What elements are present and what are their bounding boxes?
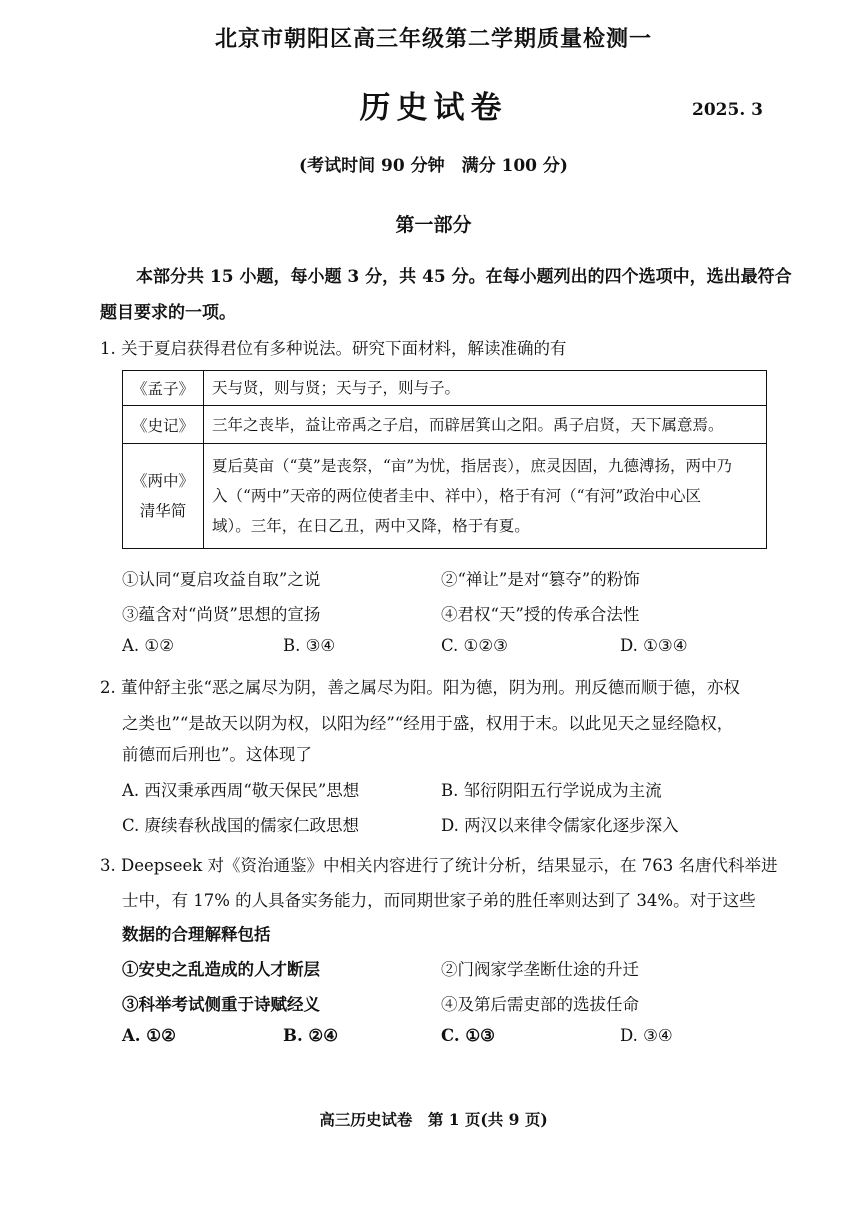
- table-text-line: 夏后莫亩（“莫”是丧祭，“亩”为忧，指居丧），庶灵因固，九德溥扬，两中乃: [212, 457, 732, 475]
- exam-date: 2025. 3: [692, 100, 763, 120]
- table-row: [123, 371, 767, 406]
- q3-stem-line2: 士中，有 17% 的人具备实务能力，而同期世家子弟的胜任率则达到了 34%。对于这些: [122, 891, 756, 910]
- q2-choice-a[interactable]: A. 西汉秉承西周“敬天保民”思想: [122, 781, 360, 800]
- table-source-line: 清华简: [139, 502, 187, 520]
- exam-title: 北京市朝阳区高三年级第二学期质量检测一: [214, 26, 652, 52]
- q2-stem-line2: 之类也”“是故天以阴为权，以阳为经”“经用于盛，权用于末。以此见天之显经隐权，: [122, 714, 734, 733]
- table-source-cell: 《孟子》: [123, 371, 204, 406]
- q3-item: ④及第后需吏部的选拔任命: [441, 995, 639, 1014]
- q2-choice-d[interactable]: D. 两汉以来律令儒家化逐步深入: [441, 816, 679, 835]
- table-row: [123, 406, 767, 444]
- q1-item: ③蕴含对“尚贤”思想的宣扬: [122, 605, 321, 624]
- page-footer: 高三历史试卷 第 1 页(共 9 页): [319, 1110, 548, 1129]
- q2-choice-b[interactable]: B. 邹衍阴阳五行学说成为主流: [441, 781, 662, 800]
- q3-choice-b[interactable]: B. ②④: [283, 1026, 339, 1045]
- q3-item: ①安史之乱造成的人才断层: [122, 960, 320, 979]
- table-source-cell: 《史记》: [123, 406, 204, 444]
- q1-item: ②“禅让”是对“篡夺”的粉饰: [441, 570, 640, 589]
- table-row: [123, 444, 767, 549]
- q3-choice-d[interactable]: D. ③④: [620, 1026, 673, 1045]
- exam-time-info: (考试时间 90 分钟 满分 100 分): [299, 156, 568, 176]
- q1-choice-c[interactable]: C. ①②③: [441, 636, 508, 655]
- q2-stem-line1: 2. 董仲舒主张“恶之属尽为阴，善之属尽为阳。阳为德，阴为刑。刑反德而顺于德，亦权: [100, 678, 740, 697]
- q3-stem-line3: 数据的合理解释包括: [122, 925, 271, 944]
- q1-choice-b[interactable]: B. ③④: [283, 636, 336, 655]
- q1-stem: 1. 关于夏启获得君位有多种说法。研究下面材料，解读准确的有: [100, 339, 567, 358]
- q3-choice-c[interactable]: C. ①③: [441, 1026, 495, 1045]
- q1-item: ④君权“天”授的传承合法性: [441, 605, 640, 624]
- table-source-line: 《两中》: [131, 472, 194, 490]
- q3-stem-line1: 3. Deepseek 对《资治通鉴》中相关内容进行了统计分析，结果显示，在 763 名唐代科举进: [100, 856, 778, 875]
- q1-item: ①认同“夏启攻益自取”之说: [122, 570, 321, 589]
- q3-choice-a[interactable]: A. ①②: [122, 1026, 176, 1045]
- table-text-cell: [204, 444, 767, 549]
- q1-material-table: [122, 370, 767, 549]
- q3-item: ②门阀家学垄断仕途的升迁: [441, 960, 639, 979]
- table-text-cell: 三年之丧毕，益让帝禹之子启，而辟居箕山之阳。禹子启贤，天下属意焉。: [204, 406, 767, 444]
- q3-item: ③科举考试侧重于诗赋经义: [122, 995, 320, 1014]
- part-instructions-line1: 本部分共 15 小题，每小题 3 分，共 45 分。在每小题列出的四个选项中，选出最符合: [136, 267, 792, 287]
- table-text-line: 入（“两中”天帝的两位使者圭中、祥中），格于有河（“有河”政治中心区: [212, 487, 701, 505]
- table-text-cell: 天与贤，则与贤；天与子，则与子。: [204, 371, 767, 406]
- q1-choice-a[interactable]: A. ①②: [122, 636, 174, 655]
- table-source-cell: [123, 444, 204, 549]
- part-instructions-line2: 题目要求的一项。: [100, 303, 236, 323]
- q2-choice-c[interactable]: C. 赓续春秋战国的儒家仁政思想: [122, 816, 360, 835]
- q2-stem-line3: 前德而后刑也”。这体现了: [122, 745, 312, 764]
- part-title: 第一部分: [395, 214, 472, 236]
- q1-choice-d[interactable]: D. ①③④: [620, 636, 688, 655]
- subject-title: 历史试卷: [359, 90, 508, 126]
- table-text-line: 域）。三年，在日乙丑，两中又降，格于有夏。: [212, 517, 530, 535]
